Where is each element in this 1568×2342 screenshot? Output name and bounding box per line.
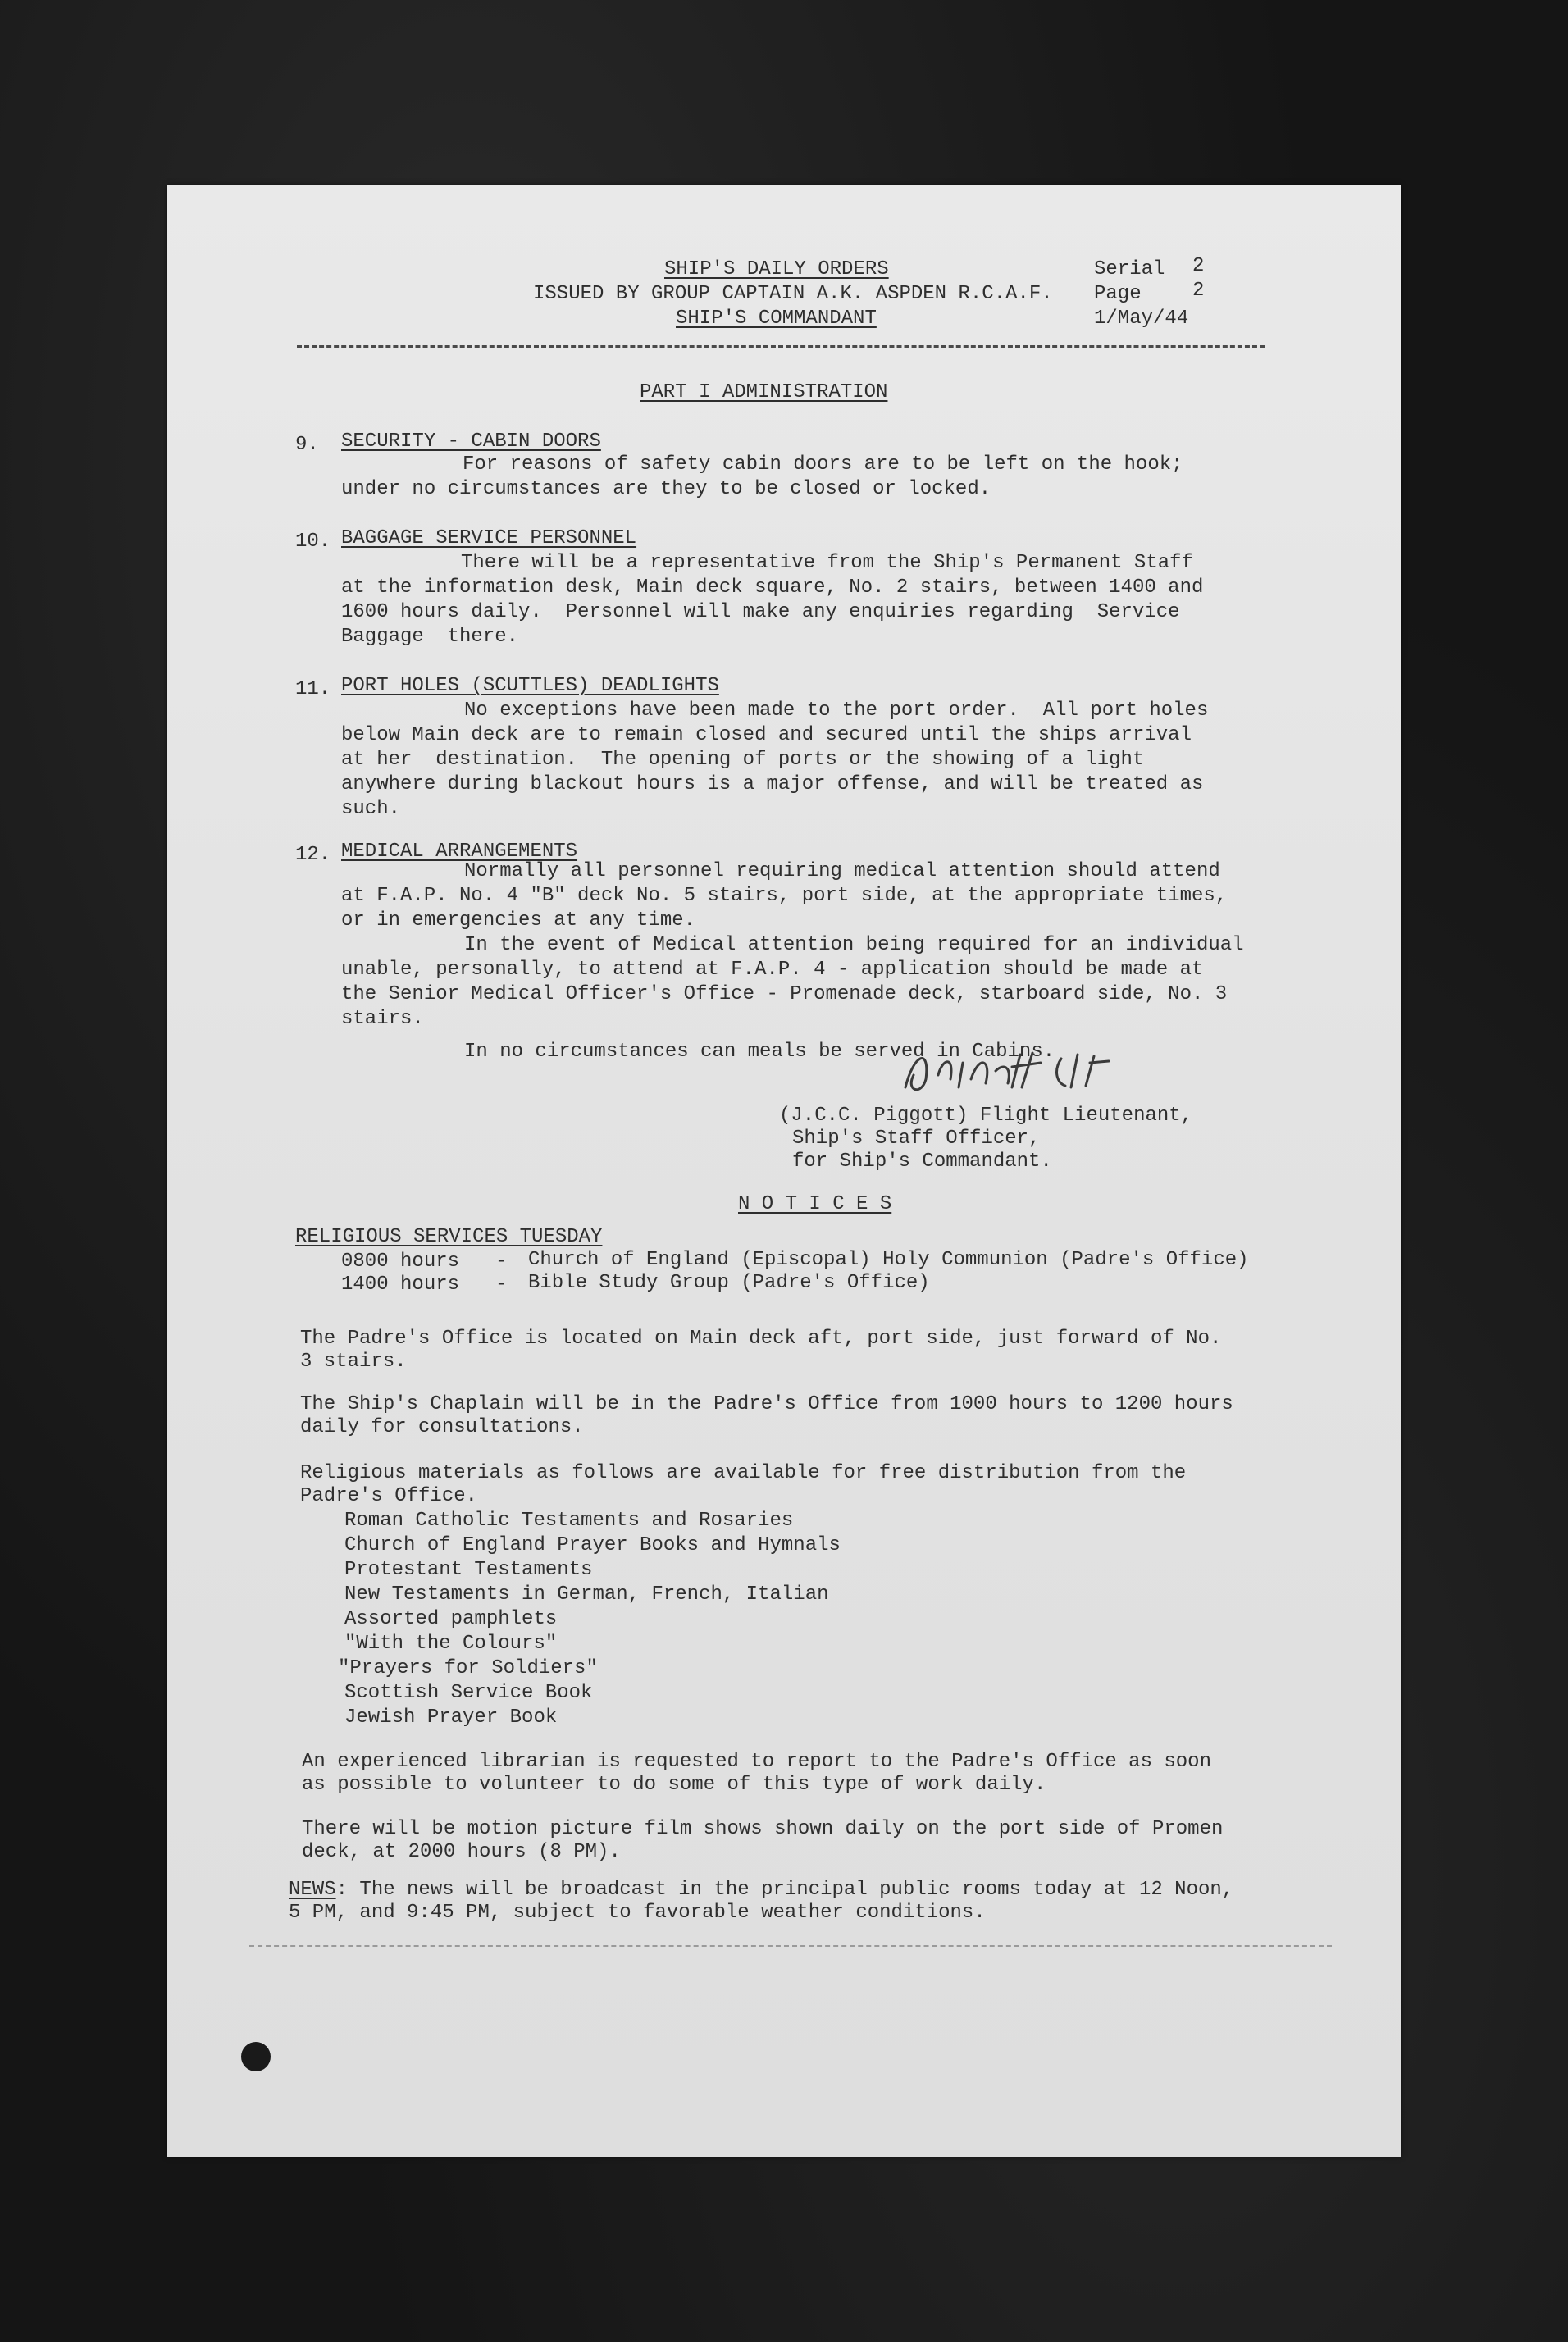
signatory-name: (J.C.C. Piggott) Flight Lieutenant,: [779, 1105, 1193, 1127]
news-notice: [289, 1878, 1233, 1902]
material-item: New Testaments in German, French, Italian: [344, 1583, 829, 1606]
section-heading: PORT HOLES (SCUTTLES) DEADLIGHTS: [341, 675, 719, 697]
section-heading: SECURITY - CABIN DOORS: [341, 431, 601, 453]
section-heading: MEDICAL ARRANGEMENTS: [341, 841, 578, 863]
section-line: 1600 hours daily. Personnel will make any enquiries regarding Service: [341, 601, 1180, 623]
material-item: Church of England Prayer Books and Hymnals: [344, 1534, 841, 1556]
service-dash: -: [495, 1274, 508, 1296]
news-label: NEWS: [289, 1879, 336, 1901]
news-line: 5 PM, and 9:45 PM, subject to favorable weather conditions.: [289, 1902, 986, 1924]
signatory-title: Ship's Staff Officer,: [792, 1128, 1041, 1150]
section-line: Normally all personnel requiring medical attention should attend: [464, 860, 1220, 882]
section-line: or in emergencies at any time.: [341, 909, 696, 932]
page-value: 2: [1192, 280, 1205, 302]
notice-line: There will be motion picture film shows shown daily on the port side of Promen: [302, 1818, 1224, 1840]
notice-line: The Padre's Office is located on Main deck aft, port side, just forward of No.: [300, 1328, 1222, 1350]
section-line: at the information desk, Main deck square, No. 2 stairs, between 1400 and: [341, 576, 1204, 599]
notice-line: Padre's Office.: [300, 1485, 478, 1507]
punch-hole: [241, 2042, 271, 2071]
section-line: at F.A.P. No. 4 "B" deck No. 5 stairs, port side, at the appropriate times,: [341, 885, 1228, 907]
section-number: 10.: [295, 531, 331, 553]
notice-line: daily for consultations.: [300, 1416, 584, 1438]
notices-title: N O T I C E S: [738, 1193, 892, 1215]
service-dash: -: [495, 1251, 508, 1273]
document-title: SHIP'S DAILY ORDERS: [664, 258, 889, 280]
notice-line: Religious materials as follows are available for free distribution from the: [300, 1462, 1187, 1484]
issued-by: ISSUED BY GROUP CAPTAIN A.K. ASPDEN R.C.A.F.: [533, 283, 1053, 305]
material-item: Assorted pamphlets: [344, 1608, 558, 1630]
section-number: 12.: [295, 844, 331, 866]
section-line: such.: [341, 798, 401, 820]
material-item: Jewish Prayer Book: [344, 1706, 558, 1729]
section-line: No exceptions have been made to the port order. All port holes: [464, 699, 1209, 722]
signatory-for: for Ship's Commandant.: [792, 1150, 1052, 1173]
service-event: Bible Study Group (Padre's Office): [528, 1272, 930, 1294]
section-line: the Senior Medical Officer's Office - Promenade deck, starboard side, No. 3: [341, 983, 1228, 1005]
section-line: anywhere during blackout hours is a major offense, and will be treated as: [341, 773, 1204, 795]
material-item: "With the Colours": [344, 1633, 558, 1655]
serial-value: 2: [1192, 255, 1205, 277]
material-item: "Prayers for Soldiers": [338, 1657, 598, 1679]
section-line: unable, personally, to attend at F.A.P. 4 - application should be made at: [341, 959, 1204, 981]
section-line: In no circumstances can meals be served in Cabins.: [464, 1041, 1055, 1063]
section-line: For reasons of safety cabin doors are to be left on the hook;: [463, 453, 1183, 476]
section-line: stairs.: [341, 1008, 424, 1030]
material-item: Protestant Testaments: [344, 1559, 593, 1581]
notice-line: as possible to volunteer to do some of this type of work daily.: [302, 1774, 1046, 1796]
section-number: 11.: [295, 678, 331, 700]
notice-line: The Ship's Chaplain will be in the Padre's Office from 1000 hours to 1200 hours: [300, 1393, 1233, 1415]
notice-line: deck, at 2000 hours (8 PM).: [302, 1841, 621, 1863]
section-line: Baggage there.: [341, 626, 519, 648]
document-page: [167, 185, 1401, 2157]
section-line: under no circumstances are they to be closed or locked.: [341, 478, 991, 500]
page-label: Page: [1094, 283, 1142, 305]
header-divider: [297, 345, 1265, 348]
section-line: at her destination. The opening of ports or the showing of a light: [341, 749, 1145, 771]
bleed-through-line: [249, 1945, 1332, 1947]
section-heading: BAGGAGE SERVICE PERSONNEL: [341, 527, 637, 549]
part-title: PART I ADMINISTRATION: [640, 381, 888, 403]
notice-line: An experienced librarian is requested to report to the Padre's Office as soon: [302, 1751, 1211, 1773]
service-event: Church of England (Episcopal) Holy Communion (Padre's Office): [528, 1249, 1249, 1271]
service-time: 1400 hours: [341, 1274, 460, 1296]
commandant-role: SHIP'S COMMANDANT: [676, 308, 877, 330]
religious-heading: RELIGIOUS SERVICES TUESDAY: [295, 1226, 603, 1248]
document-date: 1/May/44: [1094, 308, 1189, 330]
section-line: below Main deck are to remain closed and secured until the ships arrival: [341, 724, 1192, 746]
section-number: 9.: [295, 434, 319, 456]
news-line: : The news will be broadcast in the principal public rooms today at 12 Noon,: [335, 1879, 1234, 1901]
handwritten-signature: [889, 1038, 1233, 1104]
service-time: 0800 hours: [341, 1251, 460, 1273]
material-item: Roman Catholic Testaments and Rosaries: [344, 1510, 794, 1532]
material-item: Scottish Service Book: [344, 1682, 593, 1704]
section-line: In the event of Medical attention being required for an individual: [464, 934, 1244, 956]
notice-line: 3 stairs.: [300, 1351, 407, 1373]
serial-label: Serial: [1094, 258, 1165, 280]
section-line: There will be a representative from the Ship's Permanent Staff: [461, 552, 1193, 574]
